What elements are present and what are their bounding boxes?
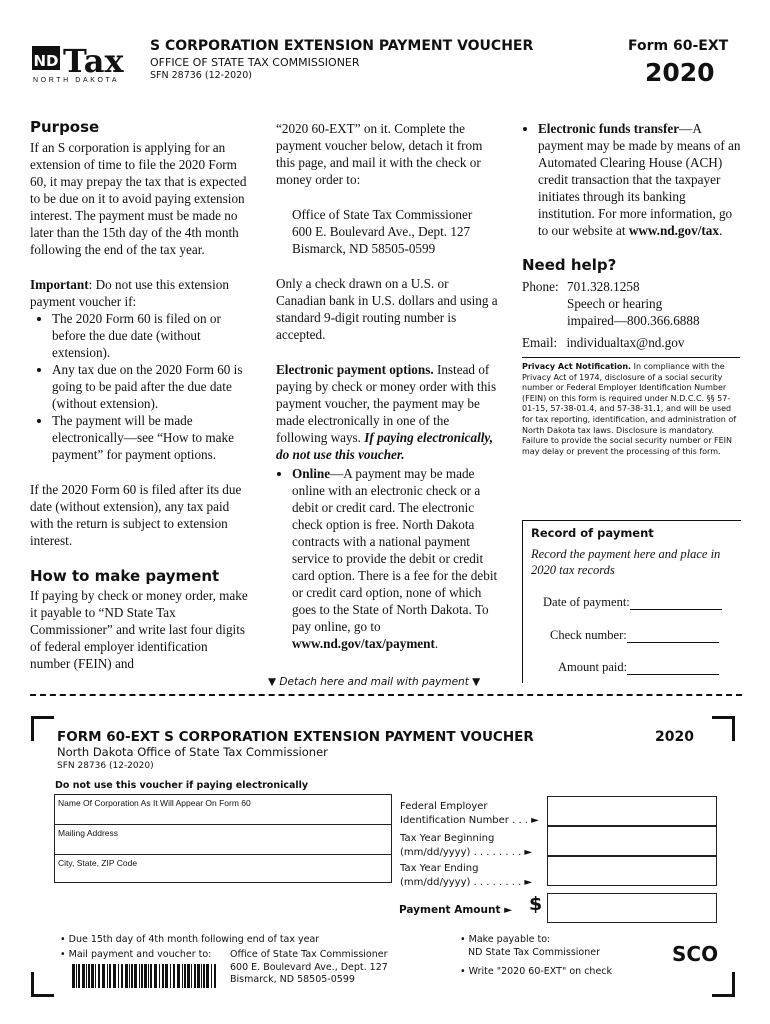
- write-on-check-note: • Write "2020 60-EXT" on check: [460, 966, 613, 977]
- eft-text: —A payment may be made by means of an Automated Clearing House (ACH) credit transaction that the taxpayer initiates through its banking institution. For more information, go to our website at: [538, 121, 741, 238]
- list-item: • The payment will be made electronically—see “How to make payment” for payment options.: [52, 412, 250, 463]
- dollar-sign: $: [529, 893, 543, 915]
- tye-label-line: (mm/dd/yyyy) . . . . . . . . ►: [400, 877, 533, 888]
- mailing-address-field[interactable]: [55, 825, 391, 855]
- record-of-payment-box: [522, 520, 741, 683]
- tyb-label-line: (mm/dd/yyyy) . . . . . . . . ►: [400, 847, 533, 858]
- city-state-zip-label: City, State, ZIP Code: [58, 858, 138, 868]
- barcode-bar: [98, 964, 100, 988]
- voucher-title: FORM 60-EXT S CORPORATION EXTENSION PAYMENT VOUCHER: [57, 729, 534, 745]
- column-1: [30, 118, 250, 672]
- nd-tax-logo: [31, 38, 131, 86]
- online-text: —A payment may be made online with an electronic check or a debit or credit card. The electronic check option is free. North Dakota contracts with a national payment service to provide the debit or credit card option. There is a fee for the debit or credit card option, none of which goes to the State of North Dakota. To pay online, go to: [292, 466, 498, 634]
- mailing-address-label: Mailing Address: [58, 828, 119, 838]
- write-on-check-text: Write "2020 60-EXT" on check: [468, 966, 613, 977]
- mail-address-line: 600 E. Boulevard Ave., Dept. 127: [230, 961, 388, 973]
- barcode-bar: [125, 964, 128, 988]
- need-help-heading: Need help?: [522, 256, 617, 274]
- tax-year-ending-label: [400, 862, 532, 890]
- barcode-bar: [109, 964, 111, 988]
- detach-instruction: ▼ Detach here and mail with payment ▼: [268, 676, 481, 688]
- barcode-bar: [177, 964, 180, 988]
- list-item: [538, 120, 742, 239]
- amount-paid-line[interactable]: [627, 674, 719, 675]
- due-date-text: Due 15th day of 4th month following end of tax year: [68, 934, 320, 945]
- electronic-options-label: Electronic payment options.: [276, 362, 434, 377]
- mail-address-line: Office of State Tax Commissioner: [230, 949, 388, 960]
- check-number-line[interactable]: [627, 642, 719, 643]
- privacy-label: Privacy Act Notification.: [522, 362, 632, 371]
- purpose-heading: Purpose: [30, 118, 100, 136]
- barcode-bar: [78, 964, 80, 988]
- mail-address: [230, 949, 388, 987]
- barcode-bar: [206, 964, 209, 988]
- important-list: [30, 310, 250, 463]
- barcode-bar: [91, 964, 94, 988]
- tax-year-beginning-label: [400, 832, 532, 860]
- continued-text: “2020 60-EXT” on it. Complete the payment voucher below, detach it from this page, and mail it with the check or money order to:: [276, 121, 483, 187]
- how-to-pay-heading: How to make payment: [30, 567, 220, 585]
- barcode-bar: [154, 964, 157, 988]
- voucher-code: SCO: [672, 942, 719, 966]
- purpose-text: If an S corporation is applying for an extension of time to file the 2020 Form 60, it may prepay the tax that is expected to be due on it to avoid paying extension interest. The payment must be made no later than the 15th day of the 4th month following the end of the tax year.: [30, 140, 247, 257]
- barcode-bar: [131, 964, 133, 988]
- column-2: [276, 120, 498, 652]
- electronic-options-body: Instead of paying by check or money order with this payment voucher, the payment may be made electronically in one of the following ways.: [276, 362, 497, 445]
- payment-amount-label: Payment Amount ►: [399, 904, 513, 916]
- barcode-bar: [173, 964, 175, 988]
- barcode-bar: [82, 964, 85, 988]
- barcode-bar: [182, 964, 183, 988]
- privacy-notice: [522, 362, 740, 457]
- barcode-bar: [159, 964, 160, 988]
- privacy-rule: [522, 357, 740, 358]
- form-label: Form 60-EXT: [628, 38, 729, 54]
- fein-label-line: Identification Number . . . ►: [400, 815, 539, 826]
- barcode-bar: [118, 964, 119, 988]
- important-label: Important: [30, 277, 89, 292]
- check-number-label: Check number:: [550, 628, 627, 642]
- voucher-corner-tl: [31, 716, 54, 741]
- date-of-payment-label: Date of payment:: [543, 595, 630, 609]
- barcode-bar: [141, 964, 143, 988]
- fein-input[interactable]: [547, 796, 717, 826]
- barcode-bar: [211, 964, 212, 988]
- barcode-graphic: [72, 964, 218, 988]
- mailing-address: [292, 206, 498, 257]
- barcode-bar: [95, 964, 96, 988]
- barcode-bar: [197, 964, 200, 988]
- voucher-office: North Dakota Office of State Tax Commissioner: [57, 745, 328, 759]
- barcode: [72, 964, 218, 988]
- voucher-corner-bl: [31, 972, 54, 997]
- record-note: Record the payment here and place in 2020 tax records: [531, 547, 721, 577]
- record-field: [543, 595, 722, 610]
- tax-year-ending-input[interactable]: [547, 856, 717, 886]
- barcode-bar: [150, 964, 152, 988]
- email-address[interactable]: individualtax@nd.gov: [566, 335, 685, 350]
- tax-year-beginning-input[interactable]: [547, 826, 717, 856]
- tty-number: impaired—800.366.6888: [567, 313, 700, 328]
- voucher-sfn: SFN 28736 (12-2020): [57, 761, 154, 771]
- logo-subtitle: NORTH DAKOTA: [33, 77, 120, 84]
- late-filing-text: If the 2020 Form 60 is filed after its due date (without extension), any tax paid with the return is subject to extension interest.: [30, 482, 242, 548]
- list-item: • The 2020 Form 60 is filed on or before the due date (without extension).: [52, 310, 250, 361]
- form-year: 2020: [645, 58, 715, 87]
- tye-label-line: Tax Year Ending: [400, 863, 479, 874]
- amount-paid-label: Amount paid:: [558, 660, 628, 674]
- barcode-bar: [139, 964, 140, 988]
- barcode-bar: [107, 964, 108, 988]
- barcode-bar: [148, 964, 149, 988]
- voucher-year: 2020: [655, 729, 694, 745]
- fein-label-line: Federal Employer: [400, 801, 488, 812]
- payable-to-name: ND State Tax Commissioner: [468, 946, 601, 958]
- address-line: 600 E. Boulevard Ave., Dept. 127: [292, 224, 471, 239]
- name-field[interactable]: [55, 795, 391, 825]
- corporation-fields: [54, 794, 392, 883]
- barcode-bar: [102, 964, 105, 988]
- barcode-bar: [134, 964, 137, 988]
- barcode-bar: [144, 964, 147, 988]
- how-to-pay-text: If paying by check or money order, make it payable to “ND State Tax Commissioner” and write last four digits of federal employer identification number (FEIN) and: [30, 588, 248, 671]
- office-name: OFFICE OF STATE TAX COMMISSIONER: [150, 56, 360, 69]
- voucher-warning: Do not use this voucher if paying electronically: [55, 780, 309, 791]
- phone-note: Speech or hearing: [567, 296, 663, 311]
- name-field-label: Name Of Corporation As It Will Appear On Form 60: [58, 798, 251, 808]
- tyb-label-line: Tax Year Beginning: [400, 833, 495, 844]
- list-item: [292, 465, 498, 652]
- detach-dashed-line[interactable]: [30, 694, 742, 696]
- phone-block: [522, 278, 742, 330]
- barcode-bar: [88, 964, 90, 988]
- barcode-bar: [170, 964, 171, 988]
- barcode-bar: [184, 964, 186, 988]
- eft-label: Electronic funds transfer: [538, 121, 680, 136]
- barcode-bar: [214, 964, 216, 988]
- svg-text:ND: ND: [33, 52, 59, 70]
- payment-amount-input[interactable]: [547, 893, 717, 923]
- payment-url-link[interactable]: www.nd.gov/tax/payment: [292, 636, 435, 651]
- date-of-payment-line[interactable]: [630, 609, 722, 610]
- electronic-options-text: [276, 361, 498, 463]
- sfn-number: SFN 28736 (12-2020): [150, 70, 252, 81]
- record-field: [550, 628, 719, 643]
- payable-to-label: Make payable to:: [468, 934, 551, 945]
- barcode-bar: [162, 964, 164, 988]
- address-line: Bismarck, ND 58505-0599: [292, 241, 436, 256]
- mail-address-line: Bismarck, ND 58505-0599: [230, 974, 355, 985]
- barcode-bar: [187, 964, 190, 988]
- barcode-bar: [194, 964, 196, 988]
- list-item: • Any tax due on the 2020 Form 60 is going to be paid after the due date (without extension).: [52, 361, 250, 412]
- barcode-bar: [86, 964, 87, 988]
- online-option: [276, 465, 498, 652]
- barcode-bar: [203, 964, 205, 988]
- mail-to-text: Mail payment and voucher to:: [68, 949, 212, 960]
- barcode-bar: [191, 964, 192, 988]
- electronic-warning: If paying electronically, do not use this voucher.: [276, 430, 494, 462]
- record-heading: Record of payment: [531, 526, 654, 540]
- city-state-zip-field[interactable]: [55, 855, 391, 882]
- fein-label: [400, 800, 539, 828]
- voucher-corner-tr: [712, 716, 735, 741]
- barcode-bar: [113, 964, 116, 988]
- barcode-bar: [76, 964, 77, 988]
- barcode-bar: [121, 964, 123, 988]
- barcode-bar: [201, 964, 202, 988]
- phone-label: Phone:: [522, 279, 559, 294]
- barcode-bar: [129, 964, 130, 988]
- eft-end: .: [718, 223, 723, 238]
- svg-text:Tax: Tax: [63, 42, 124, 80]
- record-field: [558, 660, 719, 675]
- address-line: Office of State Tax Commissioner: [292, 207, 473, 222]
- column-3: [522, 120, 742, 457]
- barcode-bar: [165, 964, 168, 988]
- page-title: S CORPORATION EXTENSION PAYMENT VOUCHER: [150, 38, 534, 54]
- phone-number: 701.328.1258: [567, 279, 640, 294]
- email-block: [522, 334, 742, 351]
- due-date-note: • Due 15th day of 4th month following end of tax year: [60, 934, 320, 945]
- eft-option: [522, 120, 742, 239]
- mail-to-label: • Mail payment and voucher to:: [60, 949, 212, 960]
- website-link[interactable]: www.nd.gov/tax: [628, 223, 719, 238]
- privacy-text: In compliance with the Privacy Act of 1974, disclosure of a social security number or Federal Employer Identification Number (FEIN) on this form is required under N.D.C.C. §§ 57-01-15, 57-38-01.4, and 57-38-31.1, and will be used for tax reporting, identification, and administration of North Dakota tax laws. Disclosure is mandatory. Failure to provide the social security number or FEIN may delay or prevent the processing of this form.: [522, 362, 737, 456]
- check-requirement-text: Only a check drawn on a U.S. or Canadian bank in U.S. dollars and using a standard 9-digit routing number is accepted.: [276, 276, 498, 342]
- online-end: .: [434, 636, 439, 651]
- barcode-bar: [72, 964, 75, 988]
- voucher-corner-br: [712, 972, 735, 997]
- payable-note: • Make payable to: ND State Tax Commissioner: [460, 934, 601, 958]
- important-paragraph: [30, 276, 250, 310]
- email-label: Email:: [522, 335, 558, 350]
- important-text: : Do not use this extension payment voucher if:: [30, 277, 229, 309]
- online-label: Online: [292, 466, 331, 481]
